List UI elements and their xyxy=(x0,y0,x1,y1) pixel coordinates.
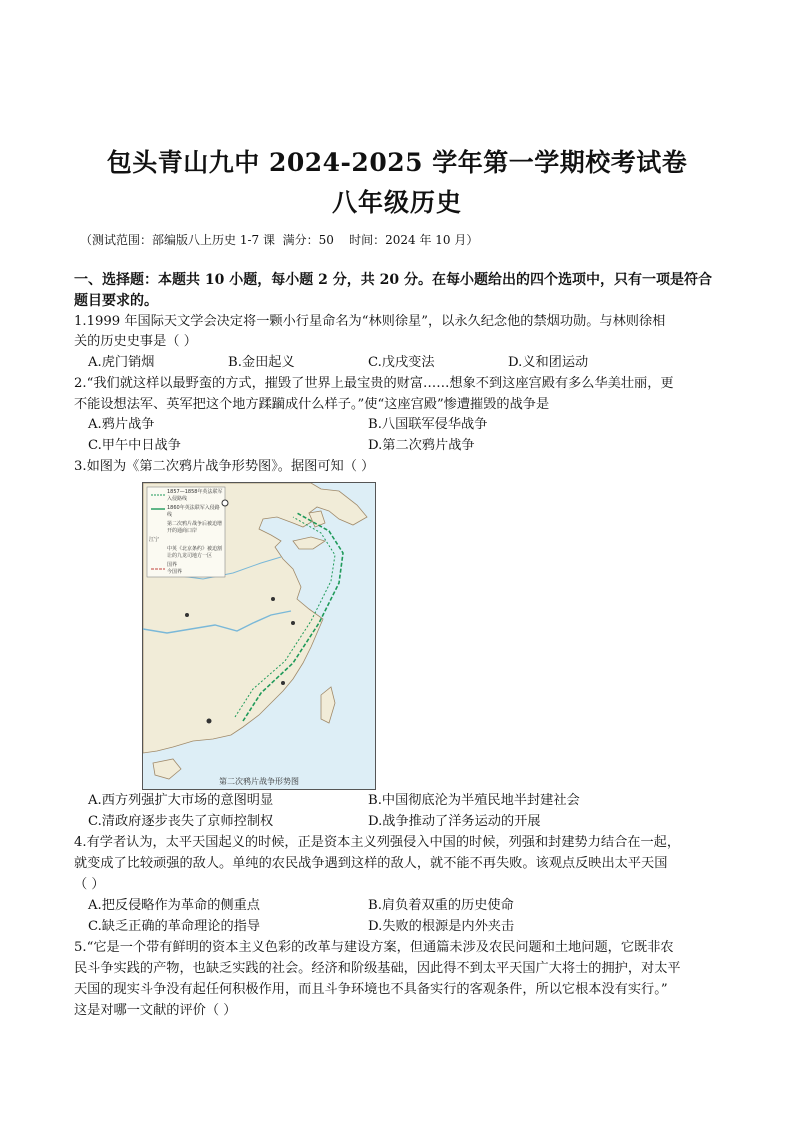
question-1-option-a[interactable]: A.虎门销烟 xyxy=(88,355,155,370)
shandong-peninsula xyxy=(293,537,325,549)
guangzhou-marker xyxy=(207,719,212,724)
hankou-marker xyxy=(185,613,189,617)
question-2-option-c[interactable]: C.甲午中日战争 xyxy=(88,438,181,453)
question-4-option-c[interactable]: C.缺乏正确的革命理论的指导 xyxy=(88,919,261,934)
exam-title: 包头青山九中 2024-2025 学年第一学期校考试卷 xyxy=(106,148,688,177)
question-3-option-c[interactable]: C.清政府逐步丧失了京师控制权 xyxy=(88,814,274,829)
question-1-option-b[interactable]: B.金田起义 xyxy=(228,355,295,370)
question-2-text-line1: 2.“我们就这样以最野蛮的方式，摧毁了世界上最宝贵的财富……想象不到这座宫殿有多么华美壮丽，更 xyxy=(74,376,674,391)
jiangning-marker xyxy=(271,597,275,601)
map-legend xyxy=(149,489,223,576)
shanghai-marker xyxy=(291,621,295,625)
legend-entry-route-1860: 1860年英法联军入侵路线 xyxy=(167,505,220,518)
question-5-text-line4: 这是对哪一文献的评价（ ） xyxy=(74,1003,237,1018)
question-3-option-b[interactable]: B.中国彻底沦为半殖民地半封建社会 xyxy=(368,793,580,808)
legend-entry-modern-border: 今国界 xyxy=(167,569,183,575)
question-4-option-b[interactable]: B.肩负着双重的历史使命 xyxy=(368,898,514,913)
exam-subtitle: 八年级历史 xyxy=(331,188,462,217)
question-4-text-line2: 就变成了比较顽强的敌人。单纯的农民战争遇到这样的敌人，就不能不再失败。该观点反映出太平天国 xyxy=(74,856,668,871)
question-2-option-d[interactable]: D.第二次鸦片战争 xyxy=(368,438,475,453)
liaodong-peninsula xyxy=(309,511,325,527)
legend-entry-kowloon: 中英《北京条约》被迫割让的九龙司地方一区 xyxy=(167,546,223,559)
taiwan-island xyxy=(321,687,335,723)
question-2-text-line2: 不能设想法军、英军把这个地方蹂躏成什么样子。”使“这座宫殿”惨遭摧毁的战争是 xyxy=(74,397,550,412)
question-2-option-a[interactable]: A.鸦片战争 xyxy=(88,417,155,432)
question-4-option-a[interactable]: A.把反侵略作为革命的侧重点 xyxy=(88,898,260,913)
question-4-option-d[interactable]: D.失败的根源是内外夹击 xyxy=(368,919,515,934)
fuzhou-marker xyxy=(281,681,285,685)
legend-entry-ports: 第二次鸦片战争后被迫增开的通商口岸 xyxy=(167,521,223,534)
question-1-option-c[interactable]: C.戊戌变法 xyxy=(368,355,435,370)
section-heading-line2: 题目要求的。 xyxy=(74,293,158,309)
section-heading-line1: 一、选择题：本题共 10 小题，每小题 2 分，共 20 分。在每小题给出的四个选项中，只有一项是符合 xyxy=(74,272,712,288)
legend-entry-route-1857: 1857—1858年英法联军入侵路线 xyxy=(167,489,223,502)
question-5-text-line2: 民斗争实践的产物，也缺乏实践的社会。经济和阶级基础，因此得不到太平天国广大将士的拥护，对太平 xyxy=(74,961,681,976)
legend-entry-city-sample: 江宁 xyxy=(149,537,160,543)
question-4-text-line3: （ ） xyxy=(74,877,105,892)
question-5-text-line1: 5.“它是一个带有鲜明的资本主义色彩的改革与建设方案，但通篇未涉及农民问题和土地问题，它既非农 xyxy=(74,940,674,955)
map-caption: 第二次鸦片战争形势图 xyxy=(219,777,299,786)
second-opium-war-map xyxy=(142,482,376,790)
question-2-option-b[interactable]: B.八国联军侵华战争 xyxy=(368,417,488,432)
question-1-text-line1: 1.1999 年国际天文学会决定将一颗小行星命名为“林则徐星”，以永久纪念他的禁烟功勋。与林则徐相 xyxy=(74,314,666,329)
question-4-text-line1: 4.有学者认为，太平天国起义的时候，正是资本主义列强侵入中国的时候，列强和封建势力结合在一起， xyxy=(74,835,681,850)
question-1-text-line2: 关的历史史事是（ ） xyxy=(74,334,197,349)
exam-scope: （测试范围：部编版八上历史 1-7 课 满分：50 时间：2024 年 10 月） xyxy=(80,233,479,247)
question-3-text-line1: 3.如图为《第二次鸦片战争形势图》。据图可知（ ） xyxy=(74,459,375,474)
question-5-text-line3: 天国的现实斗争没有起任何积极作用，而且斗争环境也不具备实行的客观条件，所以它根本没有实行。” xyxy=(74,982,668,997)
question-3-option-a[interactable]: A.西方列强扩大市场的意图明显 xyxy=(88,793,274,808)
question-1-option-d[interactable]: D.义和团运动 xyxy=(508,355,589,370)
legend-entry-border: 国界 xyxy=(167,562,178,568)
question-3-option-d[interactable]: D.战争推动了洋务运动的开展 xyxy=(368,814,541,829)
